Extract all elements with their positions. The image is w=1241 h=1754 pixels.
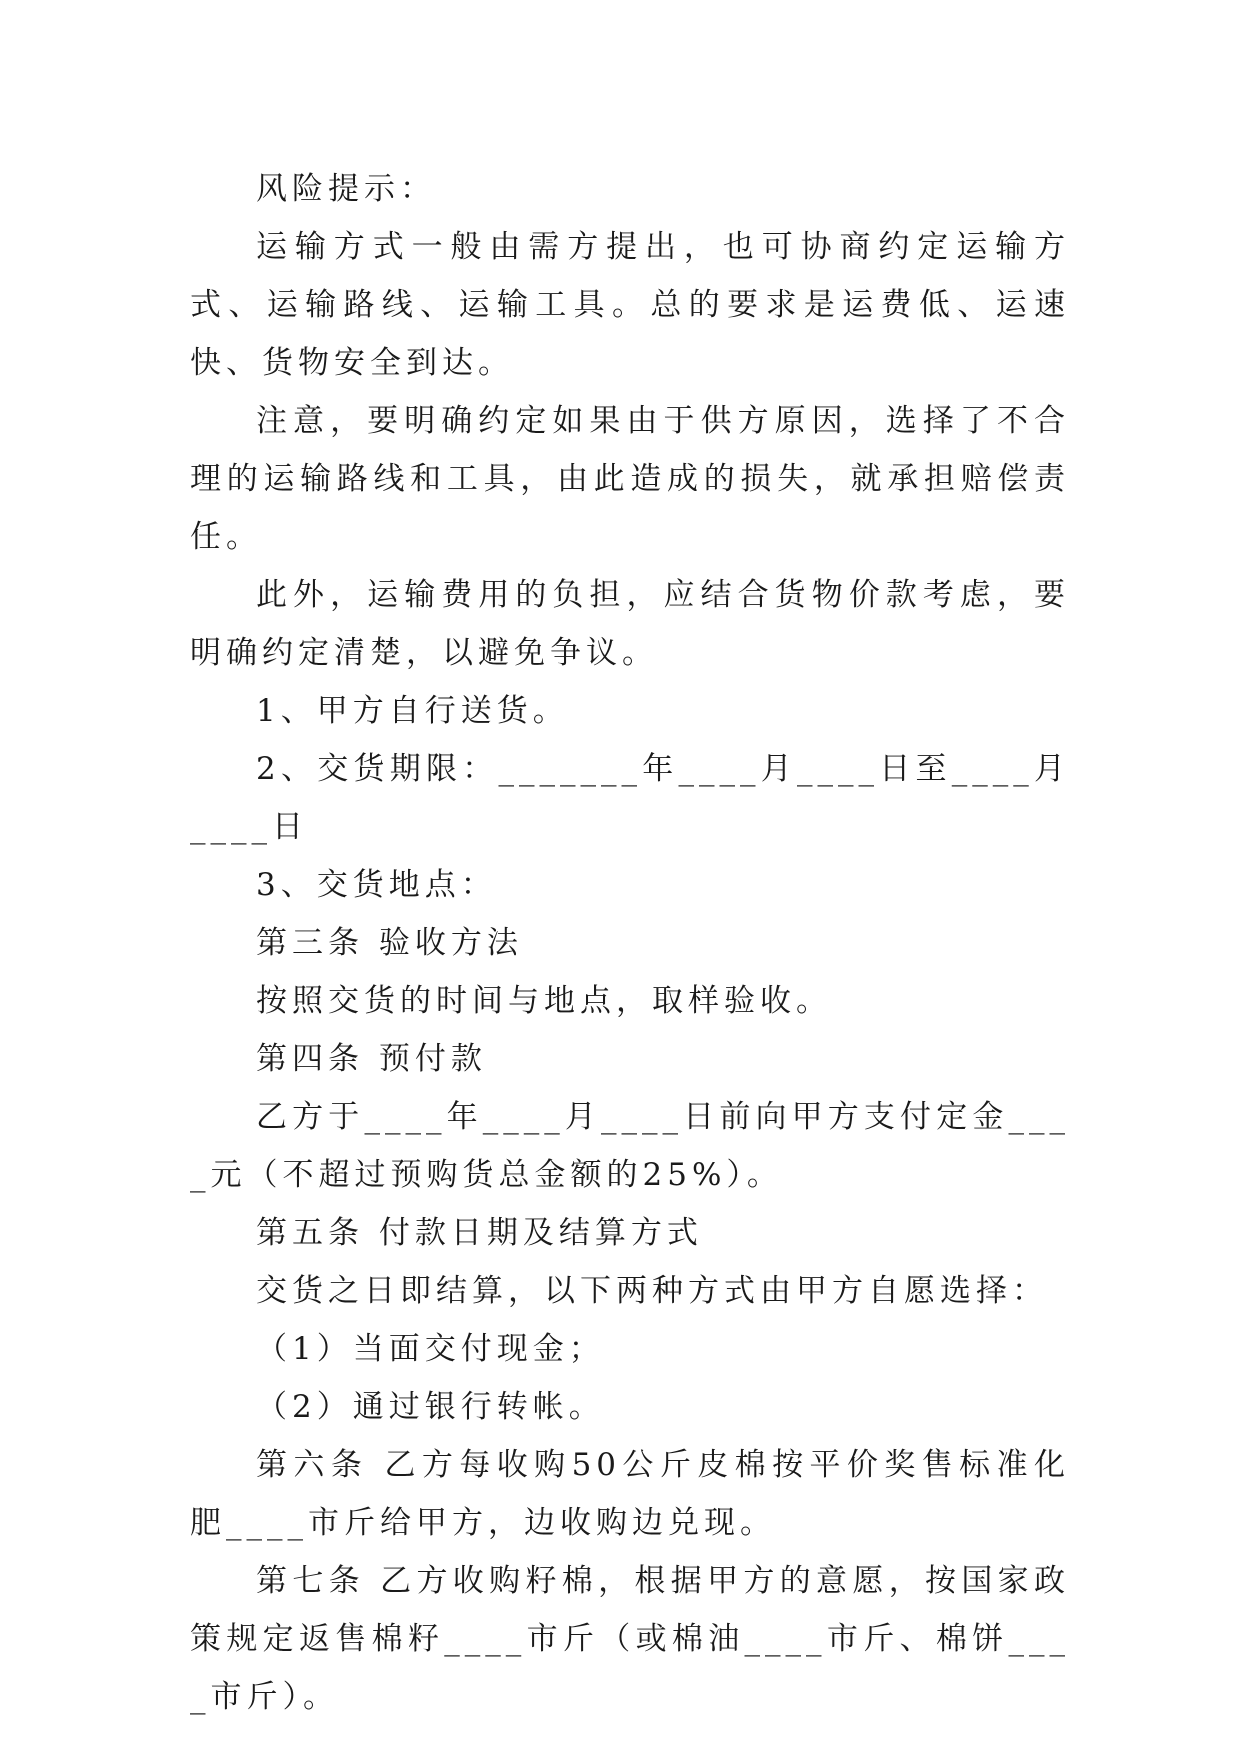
paragraph-transport-method: 运输方式一般由需方提出，也可协商约定运输方式、运输路线、运输工具。总的要求是运费低、运速快、货物安全到达。 [190,229,1070,381]
paragraph-attention: 注意，要明确约定如果由于供方原因，选择了不合理的运输路线和工具，由此造成的损失，就承担赔偿责任。 [190,403,1070,555]
payment-option-2: （2）通过银行转帐。 [256,1389,605,1425]
article-5-body: 交货之日即结算，以下两种方式由甲方自愿选择： [256,1273,1048,1309]
document-body [190,160,1070,1726]
risk-notice-heading: 风险提示： [256,171,436,207]
clause-item-3: 3、交货地点： [256,867,497,903]
payment-option-1: （1）当面交付现金； [256,1331,605,1367]
article-4-body: 乙方于____年____月____日前向甲方支付定金____元（不超过预购货总金额的25%）。 [190,1099,1070,1193]
clause-item-1: 1、甲方自行送货。 [256,693,569,729]
article-5-heading: 第五条 付款日期及结算方式 [256,1215,703,1251]
article-4-heading: 第四条 预付款 [256,1041,487,1077]
article-3-heading: 第三条 验收方法 [256,925,523,961]
article-3-body: 按照交货的时间与地点，取样验收。 [256,983,832,1019]
clause-item-2: 2、交货期限：_______年____月____日至____月____日 [190,751,1070,845]
paragraph-transport-cost: 此外，运输费用的负担，应结合货物价款考虑，要明确约定清楚，以避免争议。 [190,577,1070,671]
article-6: 第六条 乙方每收购50公斤皮棉按平价奖售标准化肥____市斤给甲方，边收购边兑现。 [190,1447,1070,1541]
article-7: 第七条 乙方收购籽棉，根据甲方的意愿，按国家政策规定返售棉籽____市斤（或棉油____市斤、棉饼____市斤）。 [190,1563,1070,1715]
